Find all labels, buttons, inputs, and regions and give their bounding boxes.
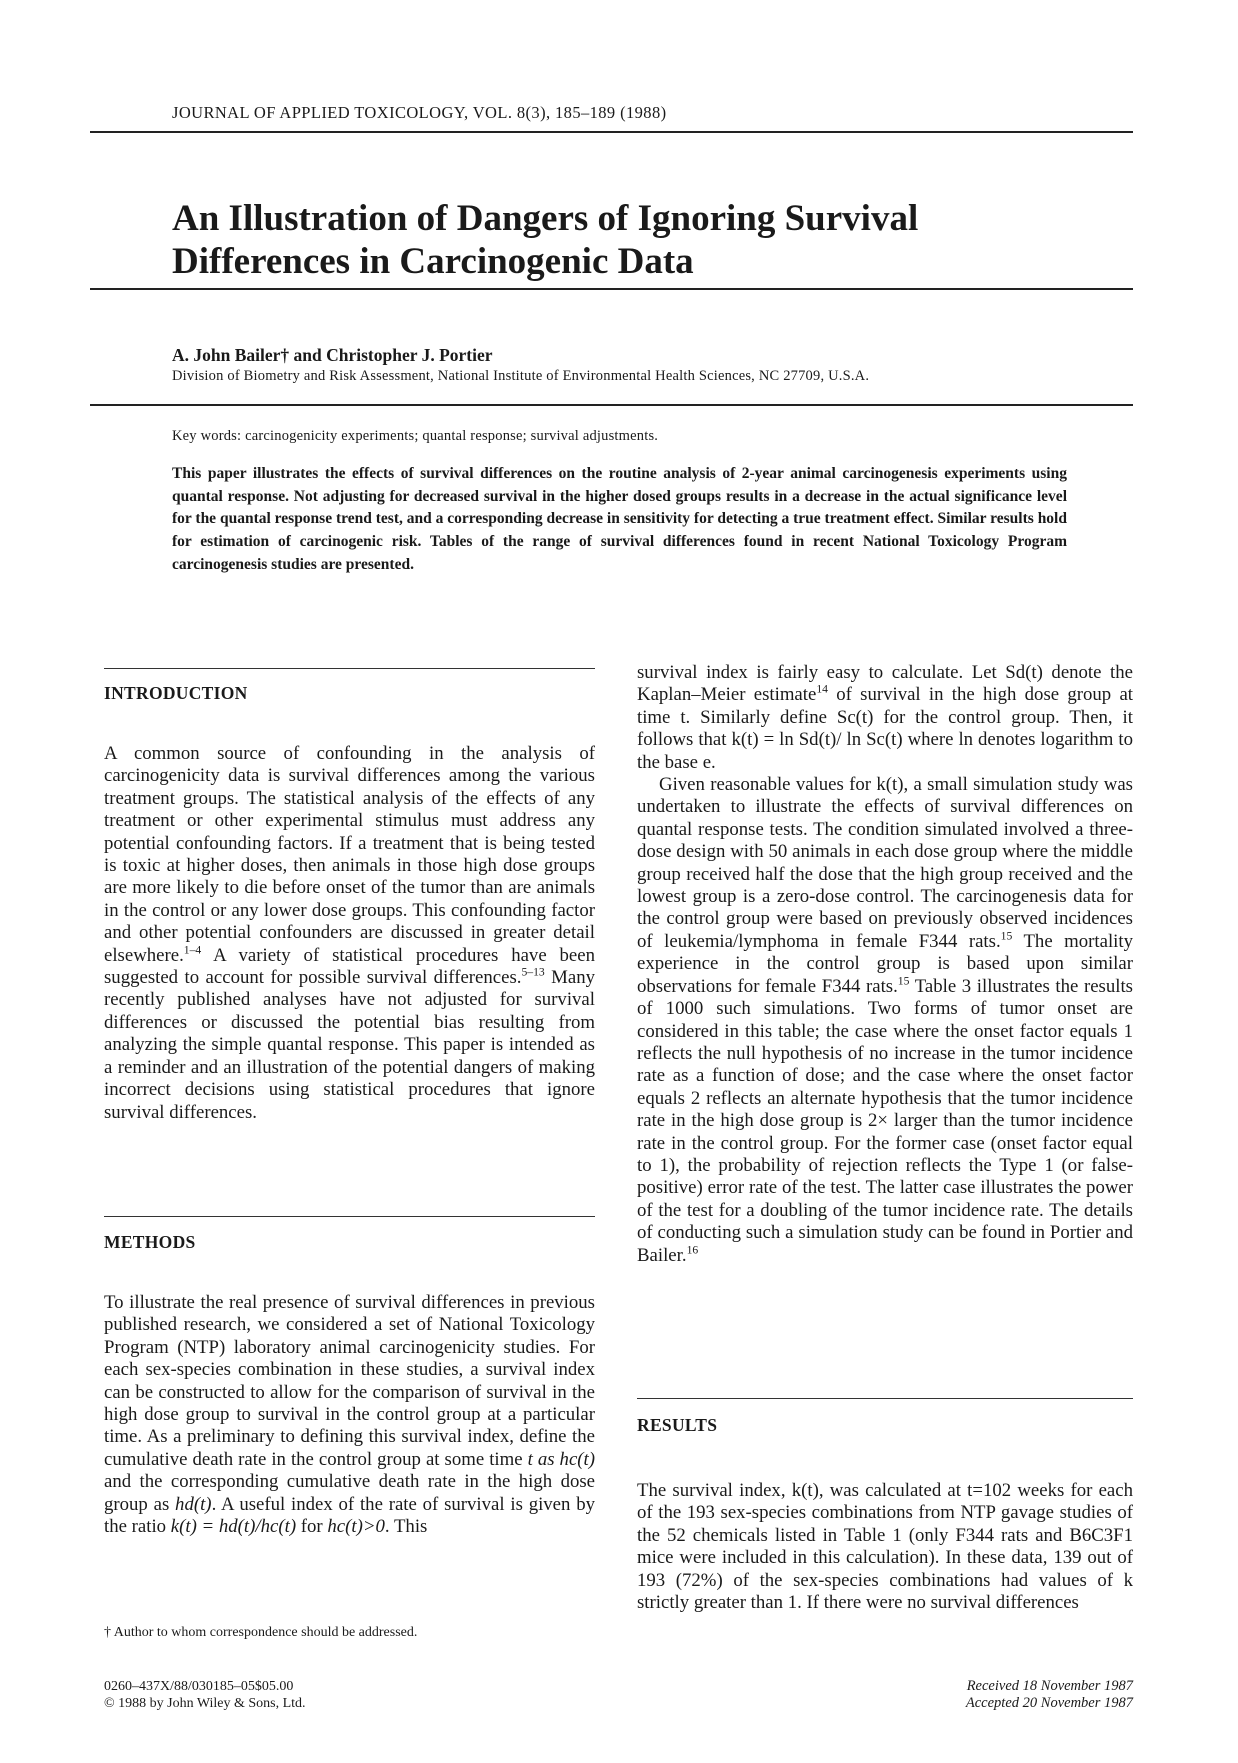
results-text: The survival index, k(t), was calculated at t=102 weeks for each of the 193 sex-species combinations from NTP gavage studies of the 52 chemicals listed in Table 1 (only F344 rats and B6C3F1 mice were included in this calculation). In these data, 139 out of 193 (72%) of the sex-species combinations had values of k strictly greater than 1. If there were no survival differences xyxy=(637,1480,1133,1614)
methods-rule xyxy=(104,1216,595,1217)
copyright: © 1988 by John Wiley & Sons, Ltd. xyxy=(104,1696,306,1711)
ref-1-4: 1–4 xyxy=(183,943,202,957)
abstract: This paper illustrates the effects of survival differences on the routine analysis of 2-year animal carcinogenesis experiments using quantal response. Not adjusting for decreased survival in the higher dosed groups results in a decrease in the actual significance level for the quantal response trend test, and a corresponding decrease in sensitivity for detecting a true treatment effect. Similar results hold for estimation of carcinogenic risk. Tables of the range of survival differences found in recent National Toxicology Program carcinogenesis studies are presented. xyxy=(172,465,1067,573)
methods-text: To illustrate the real presence of survival differences in previous published research, we considered a set of National Toxicology Program (NTP) laboratory animal carcinogenicity studies. For each sex-species combination in these studies, a survival index can be constructed to allow for the comparison of survival in the high dose group to survival in the control group at a particular time. As a preliminary to defining this survival index, define the cumulative death rate in the control group at some time t as hc(t) and the corresponding cumulative death rate in the high dose group as hd(t). A useful index of the rate of survival is given by the ratio k(t) = hd(t)/hc(t) for hc(t)>0. This xyxy=(104,1292,596,1538)
header-rule xyxy=(90,131,1133,133)
publication-info xyxy=(104,1678,306,1712)
introduction-heading: INTRODUCTION xyxy=(104,683,248,703)
introduction-text: A common source of confounding in the analysis of carcinogenicity data is survival differences among the various treatment groups. The statistical analysis of the effects of any treatment or other experimental stimulus must address any potential confounding factors. If a treatment that is being tested is toxic at higher doses, then animals in those high dose groups are more likely to die before onset of the tumor than are animals in the control or any lower dose groups. This confounding factor and other potential confounders are discussed in greater detail elsewhere.$^{1-4}$ A variety of statistical procedures have been suggested to account for possible survival differences.$^{5-13}$ Many recently published analyses have not adjusted for survival differences or discussed the potential bias resulting from analyzing the simple quantal response. This paper is intended as a reminder and an illustration of the potential dangers of making incorrect decisions using statistical procedures that ignore survival differences. xyxy=(104,743,595,1123)
title-rule xyxy=(90,288,1133,290)
ref-15a: 15 xyxy=(1000,929,1013,943)
methods-heading: METHODS xyxy=(104,1232,196,1252)
title-line-1: An Illustration of Dangers of Ignoring Survival xyxy=(172,198,919,239)
title-line-2: Differences in Carcinogenic Data xyxy=(172,241,694,282)
introduction-rule xyxy=(104,668,595,669)
ref-15b: 15 xyxy=(897,974,910,988)
accepted-date: Accepted 20 November 1987 xyxy=(965,1695,1133,1711)
affiliation: Division of Biometry and Risk Assessment, National Institute of Environmental Health Sciences, NC 27709, U.S.A. xyxy=(172,368,870,384)
right-column-text: survival index is fairly easy to calculate. Let Sd(t) denote the Kaplan–Meier estimate$^{14}$ of survival in the high dose group at time t. Similarly define Sc(t) for the control group. Then, it follows that k(t) = ln Sd(t)/ ln Sc(t) where ln denotes logarithm to the base e. Given reasonable values for k(t), a small simulation study was undertaken to illustrate the effects of survival differences on quantal response tests. The condition simulated involved a three-dose design with 50 animals in each dose group where the middle group received half the dose that the high group received and the lowest group is a zero-dose control. The carcinogenesis data for the control group were based on previously observed incidences of leukemia/lymphoma in female F344 rats.$^{15}$ The mortality experience in the control group is based upon similar observations for female F344 rats.$^{15}$ Table 3 illustrates the results of 1000 such simulations. Two forms of tumor onset are considered in this table; the case where the onset factor equals 1 reflects the null hypothesis of no increase in the tumor incidence rate as a function of dose; and the case where the onset factor equals 2 reflects an alternate hypothesis that the tumor incidence rate in the high dose group is 2× larger than the tumor incidence rate in the control group. For the former case (onset factor equal to 1), the probability of rejection reflects the Type 1 (or false-positive) error rate of the test. The latter case illustrates the power of the test for a doubling of the tumor incidence rate. The details of conducting such a simulation study can be found in Portier and Bailer.$^{16}$ xyxy=(637,662,1134,1266)
authors: A. John Bailer† and Christopher J. Portier xyxy=(172,345,493,365)
journal-header: JOURNAL OF APPLIED TOXICOLOGY, VOL. 8(3), 185–189 (1988) xyxy=(172,103,667,122)
ref-5-13: 5–13 xyxy=(521,965,545,979)
received-dates xyxy=(920,1678,1133,1712)
ref-16: 16 xyxy=(686,1243,699,1257)
keywords: Key words: carcinogenicity experiments; quantal response; survival adjustments. xyxy=(172,428,659,444)
footnote: † Author to whom correspondence should be addressed. xyxy=(104,1625,418,1640)
article-title xyxy=(172,197,1132,283)
received-date: Received 18 November 1987 xyxy=(966,1678,1133,1694)
results-heading: RESULTS xyxy=(637,1415,718,1435)
ref-14: 14 xyxy=(816,683,828,697)
authors-rule xyxy=(90,404,1133,406)
article-code: 0260–437X/88/030185–05$05.00 xyxy=(104,1679,294,1694)
results-rule xyxy=(637,1398,1133,1399)
